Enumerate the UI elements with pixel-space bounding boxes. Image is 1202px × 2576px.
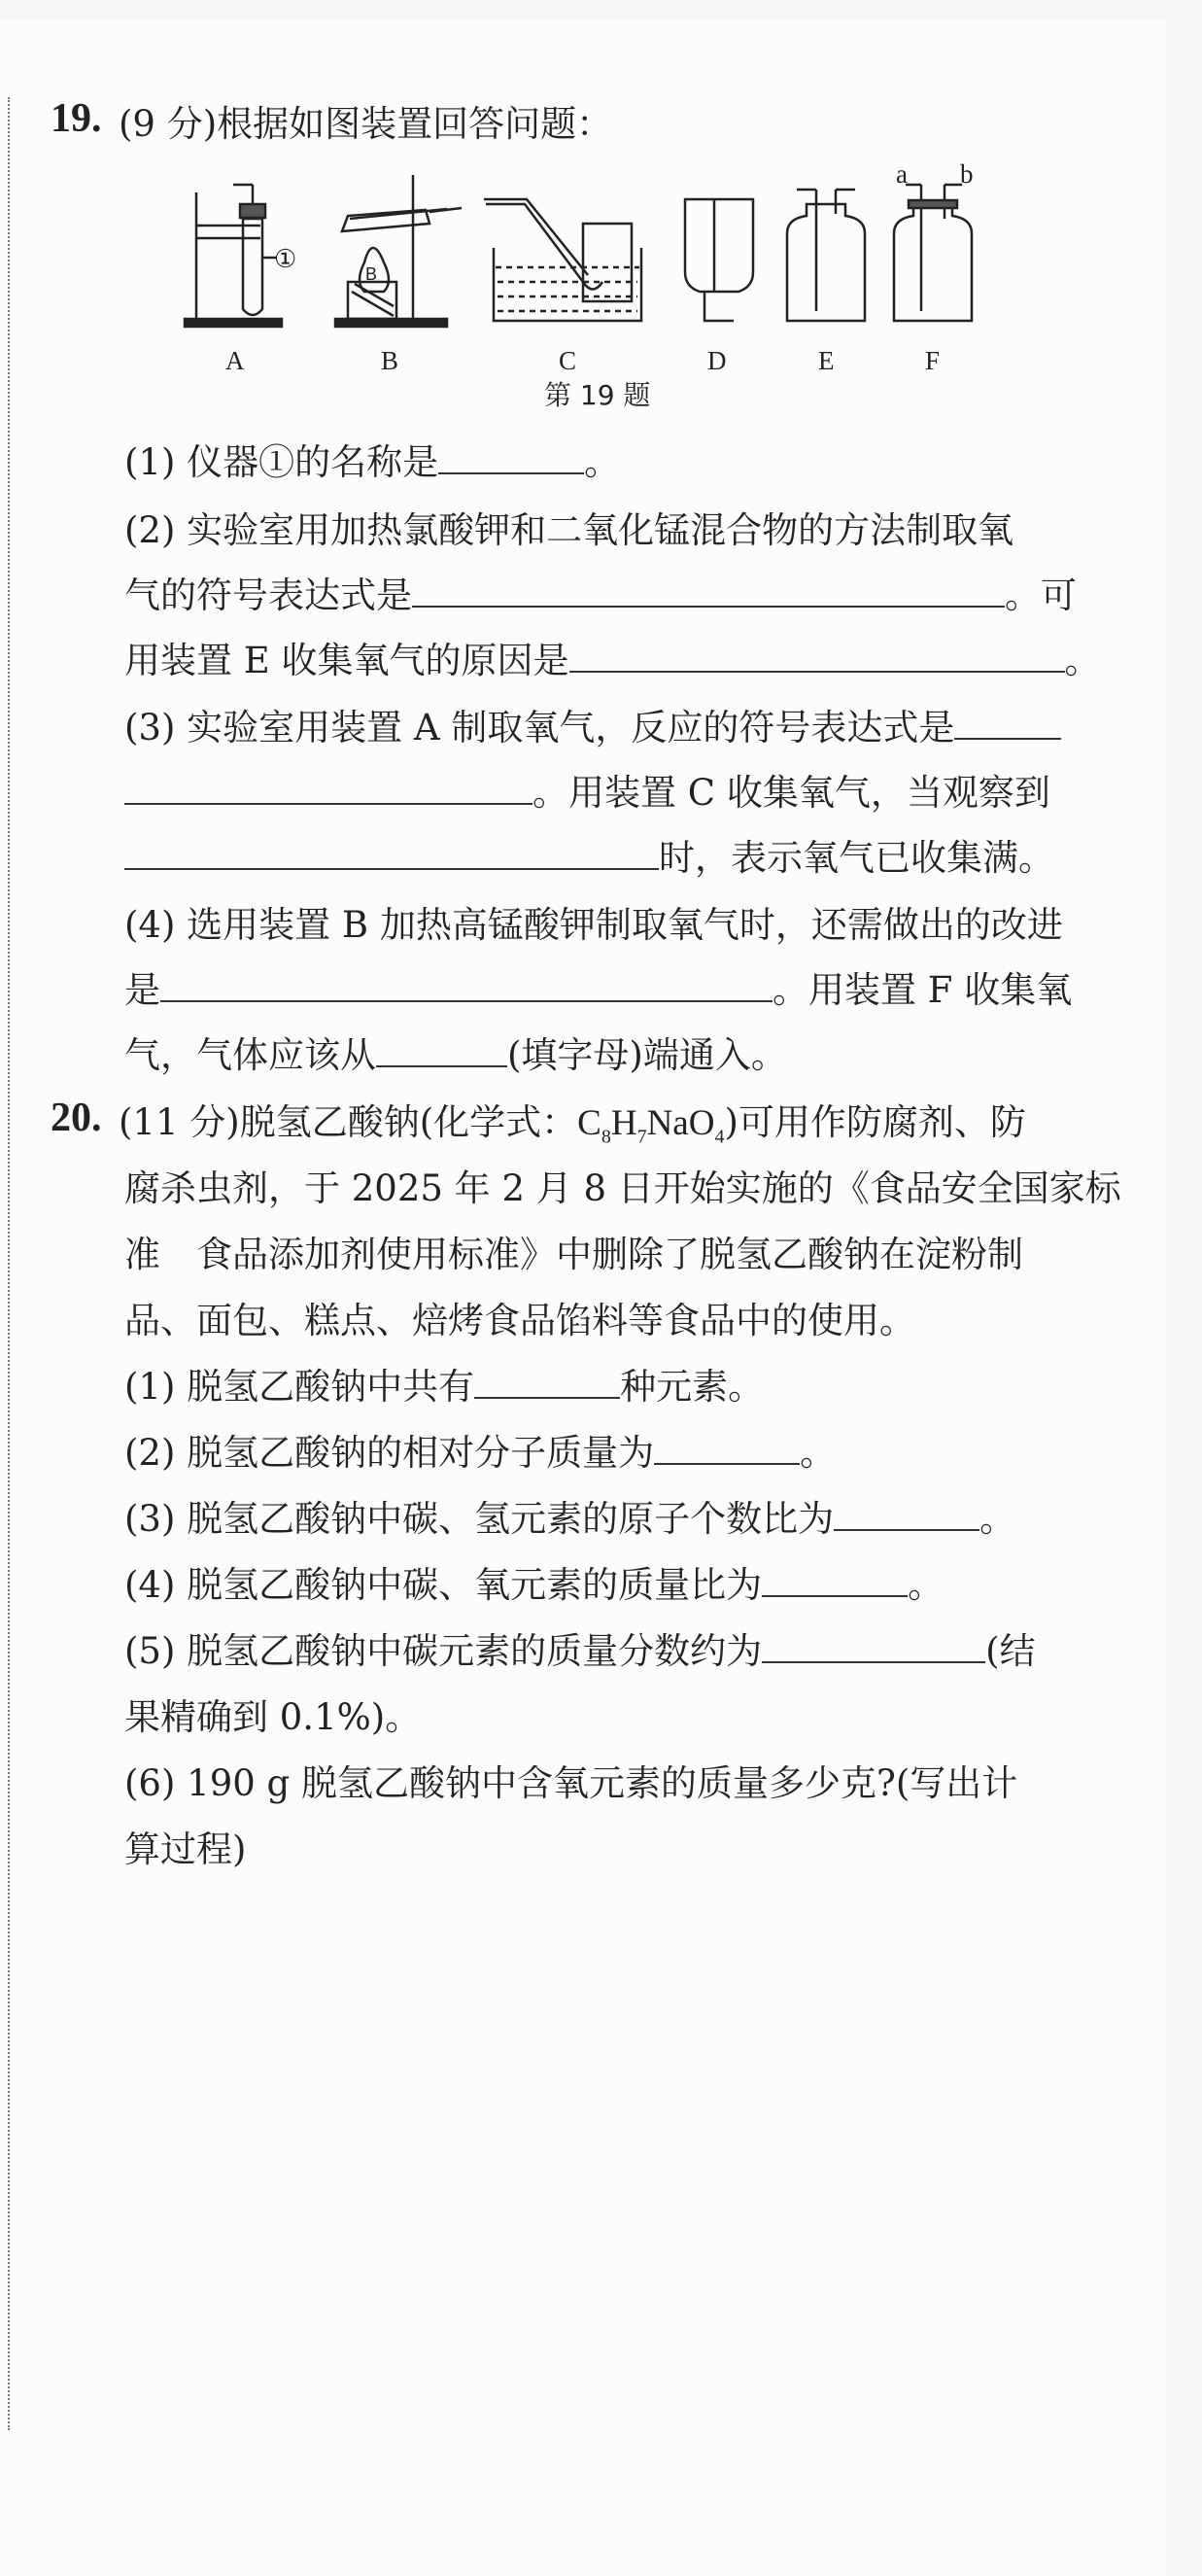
answer-blank[interactable] <box>569 636 1065 673</box>
apparatus-f <box>894 185 972 321</box>
answer-blank[interactable] <box>160 965 773 1002</box>
figure-caption: 第 19 题 <box>544 379 651 411</box>
answer-blank[interactable] <box>762 1560 908 1597</box>
label-d: D <box>707 346 727 375</box>
calculation-answer-area[interactable] <box>124 1886 1096 2430</box>
apparatus-e <box>787 190 865 321</box>
q19-part4-line2: 是 。用装置 F 收集氧 <box>124 960 1072 1013</box>
q19-part2-line1: (2) 实验室用加热氯酸钾和二氧化锰混合物的方法制取氧 <box>124 509 1014 551</box>
label-f: F <box>925 346 941 375</box>
chemical-formula: $C_8H_7NaO_4$ <box>577 1103 725 1148</box>
q20-part6-line2: 算过程) <box>124 1828 247 1870</box>
answer-blank[interactable] <box>124 833 659 870</box>
q19-part2-line3: 用装置 E 收集氧气的原因是 。 <box>124 631 1101 683</box>
apparatus-a <box>185 185 282 327</box>
question-20-intro-line2: 腐杀虫剂，于 2025 年 2 月 8 日开始实施的《食品安全国家标 <box>124 1167 1121 1209</box>
answer-blank[interactable] <box>124 768 532 805</box>
q19-part3-line3: 时，表示氧气已收集满。 <box>124 828 1054 881</box>
apparatus-figure <box>175 159 1049 399</box>
binding-margin-line <box>8 97 10 2430</box>
q19-part3-line1: (3) 实验室用装置 A 制取氧气，反应的符号表达式是 <box>124 698 1061 750</box>
q20-part4: (4) 脱氢乙酸钠中碳、氧元素的质量比为 。 <box>124 1555 944 1608</box>
q19-part1: (1) 仪器①的名称是 。 <box>124 433 620 485</box>
label-b: B <box>381 346 399 375</box>
q19-part3-line2: 。用装置 C 收集氧气，当观察到 <box>124 763 1050 816</box>
question-20-number: 20. <box>51 1096 102 1140</box>
port-a-label: a <box>896 159 908 189</box>
answer-blank[interactable] <box>654 1428 800 1465</box>
label-e: E <box>818 346 835 375</box>
q19-part4-line3: 气，气体应该从 (填字母)端通入。 <box>124 1026 787 1078</box>
q20-part2: (2) 脱氢乙酸钠的相对分子质量为 。 <box>124 1423 836 1476</box>
apparatus-c <box>484 199 641 321</box>
apparatus-b <box>335 175 462 327</box>
answer-blank[interactable] <box>376 1030 507 1067</box>
q19-part2-line2: 气的符号表达式是 。可 <box>124 566 1077 618</box>
port-b-label: b <box>960 159 974 189</box>
label-a: A <box>225 346 245 375</box>
answer-blank[interactable] <box>762 1626 985 1663</box>
q19-part4-line1: (4) 选用装置 B 加热高锰酸钾制取氧气时，还需做出的改进 <box>124 904 1063 946</box>
q20-part1: (1) 脱氢乙酸钠中共有 种元素。 <box>124 1357 764 1410</box>
label-c: C <box>559 346 577 375</box>
q20-part5-line2: 果精确到 0.1%)。 <box>124 1696 422 1738</box>
apparatus-d <box>685 199 753 321</box>
q20-part5-line1: (5) 脱氢乙酸钠中碳元素的质量分数约为 (结 <box>124 1621 1036 1674</box>
q20-part6-line1: (6) 190 g 脱氢乙酸钠中含氧元素的质量多少克?(写出计 <box>124 1762 1018 1804</box>
answer-blank[interactable] <box>438 437 584 474</box>
answer-blank[interactable] <box>834 1494 979 1531</box>
question-20-intro-line1: (11 分)脱氢乙酸钠(化学式：$C_8H_7NaO_4$)可用作防腐剂、防 <box>119 1101 1026 1148</box>
marker-circled-1: ① <box>274 245 297 274</box>
svg-text:B: B <box>365 264 378 284</box>
question-20-intro-line3: 准 食品添加剂使用标准》中删除了脱氢乙酸钠在淀粉制 <box>124 1234 1023 1275</box>
answer-blank[interactable] <box>412 571 1005 608</box>
question-19-header: (9 分)根据如图装置回答问题： <box>119 103 613 145</box>
question-19-number: 19. <box>51 96 102 141</box>
answer-blank[interactable] <box>954 703 1061 740</box>
question-20-intro-line4: 品、面包、糕点、焙烤食品馅料等食品中的使用。 <box>124 1300 915 1341</box>
answer-blank[interactable] <box>474 1362 620 1399</box>
q20-part3: (3) 脱氢乙酸钠中碳、氢元素的原子个数比为 。 <box>124 1489 1015 1542</box>
